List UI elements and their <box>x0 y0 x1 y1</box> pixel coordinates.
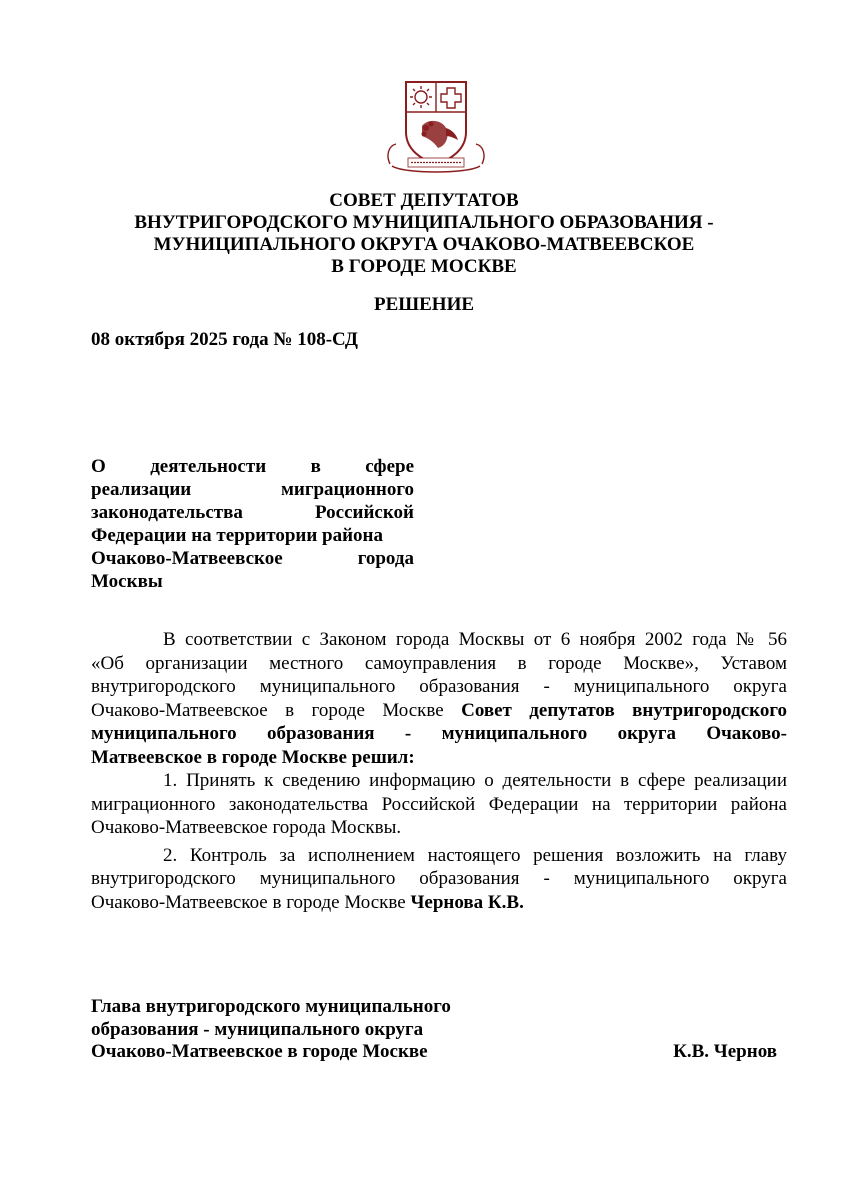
responsible-person: Чернова К.В. <box>410 891 524 913</box>
header-line-4: В ГОРОДЕ МОСКВЕ <box>331 256 517 277</box>
preamble-line: «Об организации местного самоуправления в городе Москве», Уставом <box>91 652 787 674</box>
preamble-line: муниципального образования - муниципального округа Очаково- <box>91 723 787 744</box>
item-line: Очаково-Матвеевское города Москвы. <box>91 817 402 838</box>
item-line: внутригородского муниципального образования - муниципального округа <box>91 868 787 889</box>
subject-line <box>91 547 414 570</box>
subject-word: сфере <box>365 456 414 477</box>
subject-word: законодательства <box>91 502 243 523</box>
subject-word: города <box>357 548 414 569</box>
subject-line <box>91 455 414 478</box>
signature-title-line: образования - муниципального округа <box>91 1018 424 1040</box>
decision-item-2 <box>91 844 787 915</box>
signature-title-line <box>91 1041 777 1064</box>
preamble-paragraph <box>91 628 787 769</box>
item-line <box>91 891 787 915</box>
subject-word: в <box>310 456 321 477</box>
document-type-label: РЕШЕНИЕ <box>373 294 475 315</box>
coat-of-arms-emblem <box>384 76 488 176</box>
header-line-2: ВНУТРИГОРОДСКОГО МУНИЦИПАЛЬНОГО ОБРАЗОВАНИЯ - <box>134 212 714 233</box>
subject-word: реализации <box>91 479 192 500</box>
decision-body <box>91 628 787 914</box>
item-text: Очаково-Матвеевское в городе Москве <box>91 891 411 913</box>
subject-word: О <box>91 456 106 477</box>
item-line: 2. Контроль за исполнением настоящего решения возложить на главу <box>163 844 787 866</box>
signatory-name: К.В. Чернов <box>673 1041 777 1062</box>
council-header <box>60 190 788 278</box>
header-line-1: СОВЕТ ДЕПУТАТОВ <box>329 190 519 211</box>
date-and-number: 08 октября 2025 года № 108-СД <box>91 329 358 350</box>
item-line: миграционного законодательства Российской Федерации на территории района <box>91 793 787 815</box>
preamble-line <box>91 699 787 723</box>
item-line: 1. Принять к сведению информацию о деятельности в сфере реализации <box>163 770 787 791</box>
decision-item-1 <box>91 769 787 840</box>
council-name-bold: Совет депутатов внутригородского <box>461 699 787 721</box>
preamble-line: Матвеевское в городе Москве решил: <box>91 746 415 768</box>
document-type <box>60 294 788 316</box>
subject-word: Российской <box>315 502 414 523</box>
signature-block <box>91 996 777 1064</box>
preamble-line: В соответствии с Законом города Москвы от 6 ноября 2002 года № 56 <box>163 629 787 650</box>
preamble-text: Очаково-Матвеевское в городе Москве <box>91 699 462 721</box>
decision-subject <box>91 455 414 593</box>
subject-line <box>91 501 414 524</box>
signature-title-text: Очаково-Матвеевское в городе Москве <box>91 1041 428 1062</box>
preamble-line: внутригородского муниципального образования - муниципального округа <box>91 676 787 697</box>
subject-word: деятельности <box>150 456 267 477</box>
subject-line <box>91 478 414 501</box>
header-line-3: МУНИЦИПАЛЬНОГО ОКРУГА ОЧАКОВО-МАТВЕЕВСКОЕ <box>153 234 695 255</box>
subject-line: Москвы <box>91 571 163 592</box>
subject-line: Федерации на территории района <box>91 525 384 546</box>
signature-title-line: Глава внутригородского муниципального <box>91 996 451 1017</box>
subject-word: миграционного <box>280 479 414 500</box>
subject-word: Очаково-Матвеевское <box>91 548 283 569</box>
